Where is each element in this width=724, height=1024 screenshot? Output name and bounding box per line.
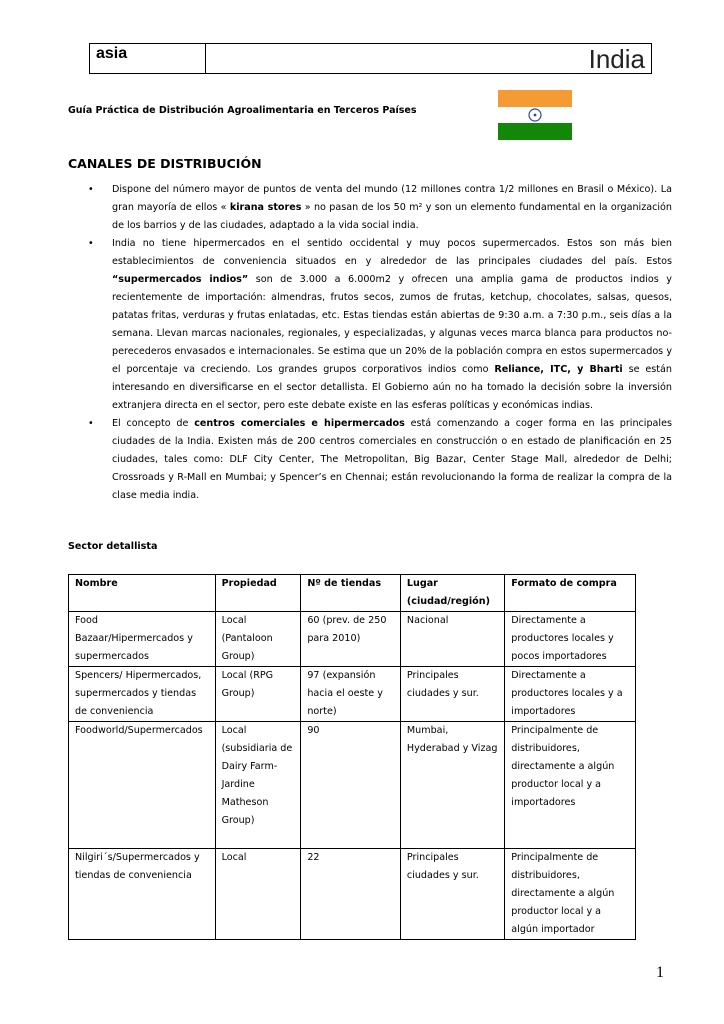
bullet-text: son de 3.000 a 6.000m2 y ofrecen una amplia gama de productos indios y recientemente de importación: almendras, frutos secos, zumos de frutas, ketchup, chocolates, salsas, quesos, patatas fritas, verduras y frutas enlatadas, etc. Estas tiendas están abiertas de 9:30 a.m. a 7:30 p.m., seis días a la semana. Llevan marcas nacionales, regionales, y especializadas, y algunas veces marca blanca para productos no-perecederos envasados e internacionales. Se estima que un 20% de la población compra en estos supermercados y el porcentaje va creciendo. Los grandes grupos corporativos indios como bbox=[112, 274, 672, 375]
table-cell: Nacional bbox=[400, 612, 504, 667]
bullet-text: se están interesando en diversificarse en el sector detallista. El Gobierno aún no ha tomado la decisión sobre la inversión extranjera directa en el sector, pero este debate existe en las esferas políticas y económicas indias. bbox=[112, 364, 672, 411]
table-cell: Principales ciudades y sur. bbox=[400, 667, 504, 722]
bullet-bold-text: centros comerciales e hipermercados bbox=[194, 418, 405, 429]
table-cell: Directamente a productores locales y pocos importadores bbox=[505, 612, 636, 667]
document-subtitle: Guía Práctica de Distribución Agroalimentaria en Terceros Países bbox=[68, 105, 417, 116]
table-cell: Local (Pantaloon Group) bbox=[215, 612, 301, 667]
list-item bbox=[88, 181, 672, 235]
distribution-bullet-list bbox=[88, 181, 672, 505]
bullet-bold-text: Reliance, ITC, y Bharti bbox=[494, 364, 623, 375]
table-cell: Nilgiri´s/Supermercados y tiendas de conveniencia bbox=[69, 849, 216, 940]
table-cell: Principalmente de distribuidores, directamente a algún productor local y a algún importador bbox=[505, 849, 636, 940]
table-cell: Directamente a productores locales y a importadores bbox=[505, 667, 636, 722]
table-cell: 60 (prev. de 250 para 2010) bbox=[301, 612, 401, 667]
table-cell: 97 (expansión hacia el oeste y norte) bbox=[301, 667, 401, 722]
table-header-row bbox=[69, 575, 636, 612]
table-cell: Local (subsidiaria de Dairy Farm-Jardine Matheson Group) bbox=[215, 722, 301, 849]
country-title: India bbox=[588, 44, 645, 74]
section-title: CANALES DE DISTRIBUCIÓN bbox=[68, 156, 262, 171]
list-item bbox=[88, 235, 672, 415]
table-cell: Spencers/ Hipermercados, supermercados y tiendas de conveniencia bbox=[69, 667, 216, 722]
bullet-text: El concepto de bbox=[112, 418, 195, 429]
table-cell: Local (RPG Group) bbox=[215, 667, 301, 722]
bullet-icon: • bbox=[88, 184, 94, 195]
table-cell: Local bbox=[215, 849, 301, 940]
column-header: Formato de compra bbox=[505, 575, 636, 612]
bullet-text: Dispone del número mayor de puntos de venta del mundo (12 millones contra 1/2 millones en Brasil o México). La gran mayoría de ellos « bbox=[112, 184, 672, 213]
bullet-icon: • bbox=[88, 418, 94, 429]
table-cell: Principales ciudades y sur. bbox=[400, 849, 504, 940]
india-flag-icon bbox=[498, 90, 572, 140]
table-row bbox=[69, 849, 636, 940]
retail-table bbox=[68, 574, 636, 940]
table-cell: Mumbai, Hyderabad y Vizag bbox=[400, 722, 504, 849]
table-row bbox=[69, 667, 636, 722]
region-label: asia bbox=[90, 44, 206, 73]
bullet-icon: • bbox=[88, 238, 94, 249]
table-row bbox=[69, 612, 636, 667]
table-cell: 22 bbox=[301, 849, 401, 940]
table-cell: Food Bazaar/Hipermercados y supermercados bbox=[69, 612, 216, 667]
document-header bbox=[89, 43, 652, 74]
bullet-bold-text: “supermercados indios” bbox=[112, 274, 249, 285]
bullet-bold-text: kirana stores bbox=[229, 202, 302, 213]
column-header: Propiedad bbox=[215, 575, 301, 612]
table-cell: Foodworld/Supermercados bbox=[69, 722, 216, 849]
page-number: 1 bbox=[656, 964, 664, 981]
bullet-text: » no pasan de los 50 m² y son un elemento fundamental en la organización de los barrios y de las ciudades, adaptado a la vida social india. bbox=[112, 202, 673, 231]
list-item bbox=[88, 415, 672, 505]
table-cell: Principalmente de distribuidores, directamente a algún productor local y a importadores bbox=[505, 722, 636, 849]
column-header: Nº de tiendas bbox=[301, 575, 401, 612]
sector-title: Sector detallista bbox=[68, 541, 158, 552]
table-row bbox=[69, 722, 636, 849]
table-cell: 90 bbox=[301, 722, 401, 849]
bullet-text: India no tiene hipermercados en el sentido occidental y muy pocos supermercados. Estos son más bien establecimientos de conveniencia situados en y alrededor de las principales ciudades del país. Estos bbox=[112, 238, 672, 267]
column-header: Nombre bbox=[69, 575, 216, 612]
bullet-text: está comenzando a coger forma en las principales ciudades de la India. Existen más de 200 centros comerciales en construcción o en estado de planificación en 25 ciudades, tales como: DLF City Center, The Metropolitan, Big Bazar, Center Stage Mall, alrededor de Delhi; Crossroads y R-Mall en Mumbai; y Spencer’s en Chennai; están revolucionando la forma de realizar la compra de la clase media india. bbox=[112, 418, 672, 501]
column-header: Lugar (ciudad/región) bbox=[400, 575, 504, 612]
